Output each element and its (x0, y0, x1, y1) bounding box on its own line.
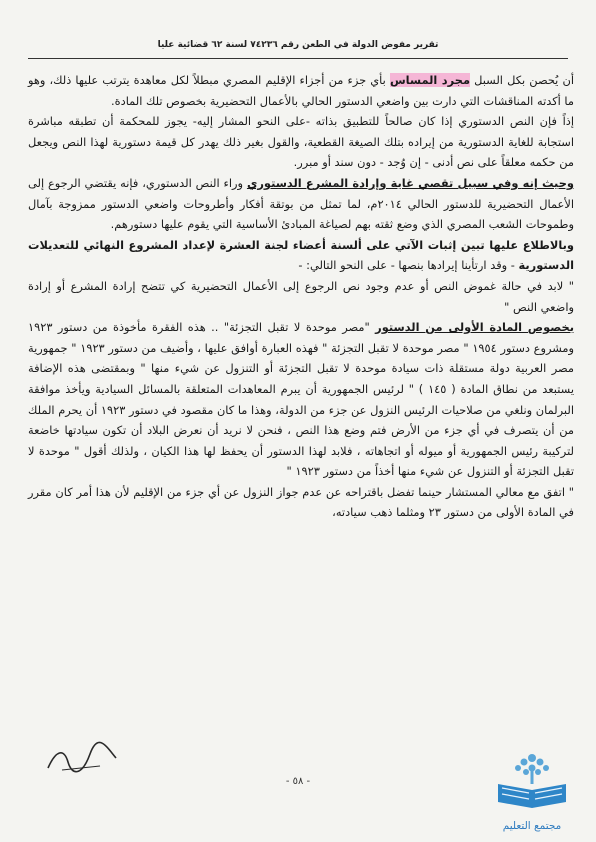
p4-bold: وبالاطلاع عليها تبين إثبات الآتي على ألسنة أعضاء لجنة العشرة لإعداد المشروع النهائي للتعديلات الدستورية (28, 237, 574, 273)
p3-bold: وحيث إنه وفي سبيل تقصي غاية وإرادة المشرع الدستوري (246, 175, 574, 190)
paragraph-6 (28, 317, 574, 482)
p1-end: بأي جزء من أجزاء الإقليم المصري مبطلاً لكل معاهدة يترتب عليها ذلك، وهو ما أكدته المناقشات التي دارت بين واضعي الدستور الحالي بالأعمال التحضيرية بخصوص تلك المادة. (28, 73, 574, 108)
paragraph-2: إذاً فإن النص الدستوري إذا كان صالحاً للتطبيق بذاته -على النحو المشار إليه- يجوز للمحكمة أن تطبقه مباشرة استجابة للغاية الدستورية من إيراده بتلك الصيغة القطعية، والقول بغير ذلك يهدر كل قيمة دستورية لهذا النص ويجعل من حكمه معلقاً على نص أدنى - إن وُجد - دون سند أو مبرر. (28, 114, 574, 170)
p6-rest: "مصر موحدة لا تقبل التجزئة" .. هذه الفقرة مأخوذة من دستور ١٩٢٣ ومشروع دستور ١٩٥٤ " مصر موحدة لا تقبل التجزئة " فهذه العبارة أوافق عليها ، وأضيف من دستور ١٩٢٣ " جمهورية مصر العربية دولة مستقلة ذات سيادة موحدة لا تقبل التجزئة أو التنزول عن شيء منها " وبمقتضى هذه الإضافة يستبعد من نطاق المادة ( ١٤٥ ) " لرئيس الجمهورية أن يبرم المعاهدات المتعلقة بالمسائل السيادية ويأخذ موافقة البرلمان ونلغي من صلاحيات الرئيس النزول عن جزء من الدولة، وهذا ما كان مقصود في دستور ١٩٢٣ أن يحرم الملك من أن يتصرف في أي جزء من الأرض فتم وضع هذا النص ، فنحن لا نريد أن نعرض البلاد أن تكون سيادتها خاضعة لتركيبة رئيس الجمهورية أو ميوله أو اتجاهاته ، فلابد لهذا الدستور أن يحفظ لها هذا الكيان ، ولذلك أقول " موحدة لا تقبل التجزئة أو التنزول عن شيء منها أخذاً من دستور ١٩٢٣ " (28, 320, 575, 479)
paragraph-4 (28, 235, 574, 276)
page-number: - ٥٨ - (285, 776, 311, 787)
paragraph-3 (28, 173, 574, 235)
signature (42, 740, 122, 780)
report-header: تقرير مفوض الدولة في الطعن رقم ٧٤٢٣٦ لسنة ٦٢ قضائية عليا (157, 40, 439, 50)
paragraph-5-quote: " لابد في حالة غموض النص أو عدم وجود نص الرجوع إلى الأعمال التحضيرية كي تتضح إرادة المشرع أو إرادة واضعي النص " (28, 278, 574, 314)
paragraph-7-quote: " اتفق مع معالي المستشار حينما تفضل باقتراحه عن عدم جواز النزول عن أي جزء من الإقليم لأن هذا أمر كان مقرر في المادة الأولى من دستور ٢٣ ومثلما ذهب سيادته، (28, 484, 574, 520)
p6-underlined: بخصوص المادة الأولى من الدستور (375, 320, 574, 335)
logo-text: مجتمع التعليم (502, 820, 562, 832)
paragraph-1 (28, 70, 574, 111)
book-tree-icon (486, 748, 578, 810)
document-body (28, 70, 574, 523)
p3-rest: وراء النص الدستوري، فإنه يقتضي الرجوع إلى الأعمال التحضيرية للدستور الحالي ٢٠١٤م، لما تمثل من بوتقة أفكار وأطروحات واضعي الدستور ممزوجة بآمال وطموحات الشعب المصري الذي وضع ثقته بهم لصياغة المبادئ الأساسية التي يقوم عليها دستورهم. (28, 175, 575, 232)
header-rule (28, 58, 568, 59)
site-logo (486, 748, 578, 834)
highlighted-phrase: مجرد المساس (389, 73, 470, 87)
p1-start: أن يُحصن بكل السبل (470, 73, 574, 87)
p4-rest: - وقد ارتأينا إيرادها بنصها - على النحو التالي: - (298, 258, 519, 273)
